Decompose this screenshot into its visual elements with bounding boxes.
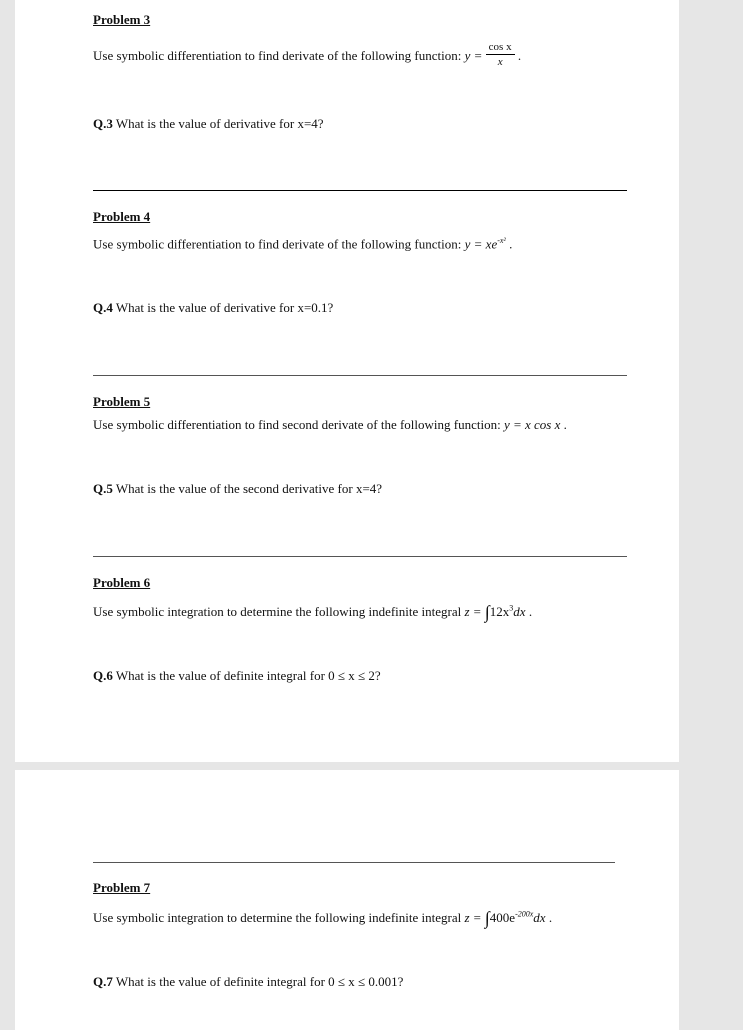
problem-6-equation-body: 12x [489,604,510,619]
question-3-label: Q.3 [93,116,113,131]
section-divider [93,375,627,376]
question-3-text: What is the value of derivative for x=4? [115,116,324,131]
integral-sign-icon: ∫ [484,602,490,622]
problem-4-equation-exponent: -x² [497,236,506,245]
problem-4-prompt-text: Use symbolic differentiation to find derivate of the following function: [93,236,462,252]
problem-7-equation-period: . [548,910,553,925]
problem-4-heading: Problem 4 [93,209,151,224]
document-page-2 [15,770,679,1030]
problem-6-equation-dx: dx [513,604,526,619]
problem-3-equation-numerator: cos x [486,41,515,55]
problem-3-equation-period: . [517,47,522,63]
problem-6-prompt [93,600,532,621]
question-6-label: Q.6 [93,668,113,683]
problem-6-equation-exponent: 3 [509,603,514,613]
problem-3-equation-denominator: x [497,56,503,68]
problem-7-equation-exponent: -200x [515,909,534,919]
problem-5-prompt [93,417,567,433]
problem-6-prompt-text: Use symbolic integration to determine the following indefinite integral [93,604,462,619]
question-4-text: What is the value of derivative for x=0.1? [115,300,334,315]
document-page-1 [15,0,679,762]
problem-5-prompt-text: Use symbolic differentiation to find second derivate of the following function: [93,417,501,432]
problem-6-heading: Problem 6 [93,575,151,590]
question-7-text: What is the value of definite integral for 0 ≤ x ≤ 0.001? [115,974,404,989]
question-6 [93,668,381,684]
problem-4-equation-base: y = xe [464,236,498,252]
question-5 [93,481,382,497]
question-4-label: Q.4 [93,300,113,315]
question-4 [93,300,333,316]
problem-5-equation-period: . [563,417,567,432]
problem-7-heading: Problem 7 [93,880,151,895]
question-5-label: Q.5 [93,481,113,496]
problem-7-equation-lhs: z = [464,910,482,925]
question-6-text: What is the value of definite integral for 0 ≤ x ≤ 2? [115,668,381,683]
problem-4-equation-period: . [509,236,513,252]
problem-3-heading: Problem 3 [93,12,151,27]
question-7 [93,974,403,990]
integral-sign-icon: ∫ [484,908,490,928]
problem-7-equation-dx: dx [533,910,546,925]
problem-5-equation: y = x cos x [503,417,561,432]
problem-3-prompt-text: Use symbolic differentiation to find derivate of the following function: [93,47,462,63]
problem-7-prompt [93,906,552,927]
section-divider [93,190,627,191]
problem-5-heading: Problem 5 [93,394,151,409]
section-divider [93,862,615,863]
problem-7-equation-body: 400e [489,910,516,925]
problem-3-equation-fraction [486,41,515,69]
problem-6-equation-period: . [528,604,533,619]
question-7-label: Q.7 [93,974,113,989]
problem-3-prompt [93,43,521,71]
problem-7-prompt-text: Use symbolic integration to determine the following indefinite integral [93,910,462,925]
question-3 [93,116,324,132]
section-divider [93,556,627,557]
problem-6-equation-lhs: z = [464,604,482,619]
question-5-text: What is the value of the second derivative for x=4? [115,481,383,496]
problem-4-prompt [93,236,512,252]
problem-3-equation-lhs: y = [464,47,483,63]
